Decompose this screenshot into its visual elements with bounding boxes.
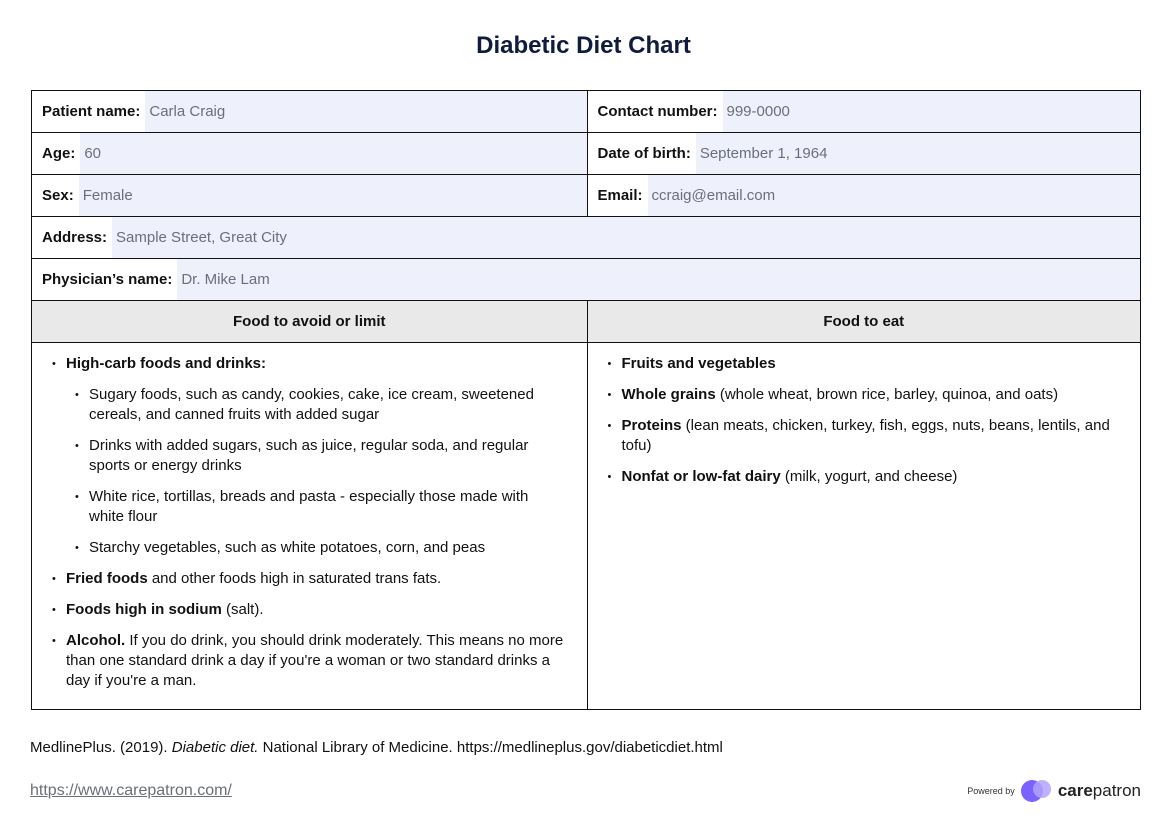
bullet-icon: • (75, 542, 79, 554)
physician-field[interactable]: Dr. Mike Lam (177, 259, 1140, 300)
bullet-icon: • (52, 358, 56, 370)
avoid-sub-item: Drinks with added sugars, such as juice, regular soda, and regular sports or energy drinks (89, 437, 529, 474)
email-label: Email: (597, 187, 643, 204)
bullet-icon: • (607, 471, 612, 483)
email-field[interactable]: ccraig@email.com (648, 175, 1140, 216)
eat-item-title: Fruits and vegetables (621, 355, 776, 372)
bullet-icon: • (52, 604, 56, 616)
page-title: Diabetic Diet Chart (476, 32, 691, 59)
bullet-icon: • (607, 389, 612, 401)
food-header-row (32, 301, 1140, 343)
eat-header: Food to eat (587, 301, 1141, 342)
sex-field[interactable]: Female (79, 175, 587, 216)
address-row (32, 217, 1140, 259)
brand-name-bold: care (1057, 781, 1093, 800)
eat-item-text: (milk, yogurt, and cheese) (780, 468, 958, 485)
address-label: Address: (42, 229, 108, 246)
dob-cell (587, 133, 1141, 174)
avoid-item-title: Fried foods (66, 570, 148, 587)
avoid-item-title: Foods high in sodium (66, 601, 222, 618)
list-item (52, 569, 567, 589)
contact-number-field[interactable]: 999-0000 (723, 91, 1141, 132)
avoid-sub-item: Starchy vegetables, such as white potatoes, corn, and peas (89, 539, 486, 556)
list-item (608, 385, 1121, 405)
age-label: Age: (42, 145, 76, 162)
eat-item-title: Whole grains (621, 386, 716, 403)
list-item (75, 385, 567, 425)
avoid-sub-item: White rice, tortillas, breads and pasta - especially those made with white flour (89, 488, 529, 525)
brand-name-rest: patron (1092, 781, 1141, 800)
eat-item-title: Proteins (621, 417, 682, 434)
carepatron-logo-icon (1020, 779, 1054, 803)
dob-label: Date of birth: (597, 145, 691, 162)
citation-title: Diabetic diet. (171, 739, 259, 756)
diet-chart-table (31, 90, 1141, 710)
patient-name-cell (32, 91, 587, 132)
address-cell (32, 217, 1140, 258)
avoid-header: Food to avoid or limit (233, 313, 386, 330)
contact-number-label: Contact number: (597, 103, 718, 120)
bullet-icon: • (75, 491, 79, 503)
physician-label: Physician’s name: (42, 271, 173, 288)
eat-column (587, 343, 1141, 709)
list-item (75, 436, 567, 476)
bullet-icon: • (75, 389, 79, 401)
list-item (608, 354, 1121, 374)
email-cell (587, 175, 1141, 216)
avoid-item-title: High-carb foods and drinks: (66, 355, 267, 372)
powered-by-label: Powered by (967, 786, 1015, 796)
citation-suffix: National Library of Medicine. https://medlineplus.gov/diabeticdiet.html (258, 739, 723, 756)
age-cell (32, 133, 587, 174)
physician-row (32, 259, 1140, 301)
list-item (52, 354, 567, 374)
bullet-icon: • (607, 420, 612, 432)
patient-name-field[interactable]: Carla Craig (145, 91, 586, 132)
eat-item-text: (lean meats, chicken, turkey, fish, eggs, nuts, beans, lentils, and tofu) (621, 417, 1110, 454)
bullet-icon: • (52, 635, 56, 647)
contact-number-cell (587, 91, 1141, 132)
list-item (608, 416, 1121, 456)
sex-label: Sex: (42, 187, 74, 204)
list-item (52, 600, 567, 620)
food-body-row (32, 343, 1140, 709)
citation-prefix: MedlinePlus. (2019). (30, 739, 172, 756)
avoid-sub-item: Sugary foods, such as candy, cookies, cake, ice cream, sweetened cereals, and canned fruits with added sugar (89, 386, 534, 423)
patient-name-label: Patient name: (42, 103, 141, 120)
address-field[interactable]: Sample Street, Great City (112, 217, 1140, 258)
dob-field[interactable]: September 1, 1964 (696, 133, 1140, 174)
powered-by-badge[interactable] (967, 779, 1141, 803)
age-field[interactable]: 60 (80, 133, 586, 174)
bullet-icon: • (75, 440, 79, 452)
citation (30, 739, 723, 756)
list-item (52, 631, 567, 691)
bullet-icon: • (607, 358, 612, 370)
carepatron-link[interactable]: https://www.carepatron.com/ (30, 782, 232, 799)
avoid-item-text: If you do drink, you should drink moderately. This means no more than one standard drink a day if you're a woman or two standard drinks a day if you're a man. (66, 632, 564, 689)
eat-item-title: Nonfat or low-fat dairy (621, 468, 781, 485)
avoid-column (32, 343, 587, 709)
list-item (75, 538, 567, 558)
brand-name (1058, 781, 1141, 801)
list-item (608, 467, 1121, 487)
sex-cell (32, 175, 587, 216)
avoid-item-title: Alcohol. (66, 632, 126, 649)
patient-row-2 (32, 133, 1140, 175)
patient-row-3 (32, 175, 1140, 217)
avoid-item-text: (salt). (221, 601, 264, 618)
list-item (75, 487, 567, 527)
patient-row-1 (32, 91, 1140, 133)
bullet-icon: • (52, 573, 56, 585)
eat-item-text: (whole wheat, brown rice, barley, quinoa, and oats) (715, 386, 1059, 403)
physician-cell (32, 259, 1140, 300)
avoid-item-text: and other foods high in saturated trans fats. (147, 570, 442, 587)
